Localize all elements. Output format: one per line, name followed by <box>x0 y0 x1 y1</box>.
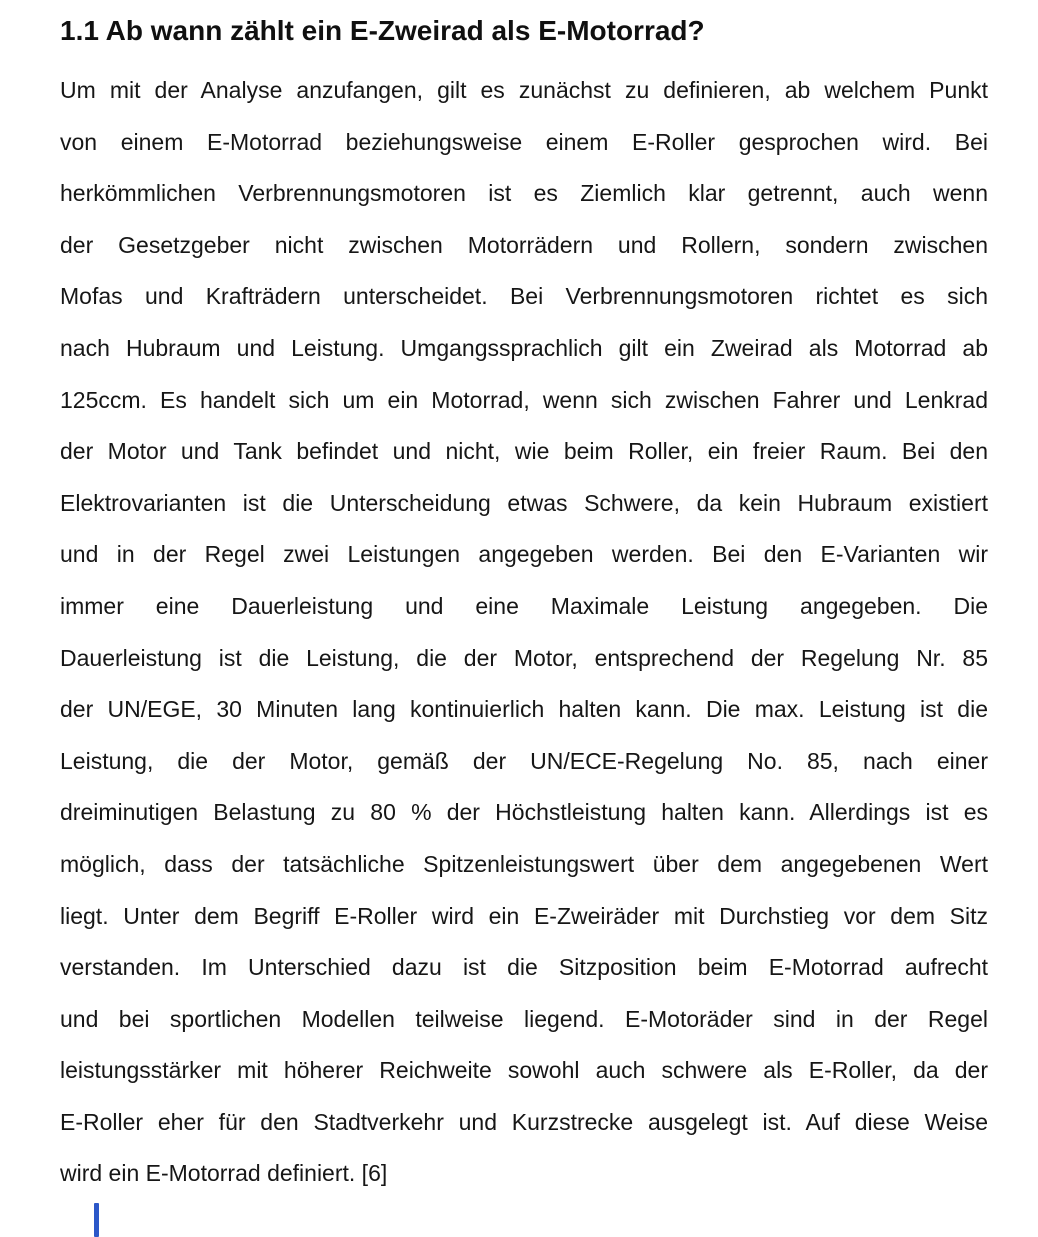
paragraph-line: Elektrovarianten ist die Unterscheidung etwas Schwere, da kein Hubraum existiert <box>60 489 988 516</box>
revision-bar-marker <box>94 1203 99 1237</box>
paragraph-line: herkömmlichen Verbrennungsmotoren ist es Ziemlich klar getrennt, auch wenn <box>60 180 988 207</box>
paragraph-line: Mofas und Krafträdern unterscheidet. Bei Verbrennungsmotoren richtet es sich <box>60 283 988 310</box>
paragraph-line: nach Hubraum und Leistung. Umgangssprachlich gilt ein Zweirad als Motorrad ab <box>60 334 988 361</box>
paragraph-line: der UN/EGE, 30 Minuten lang kontinuierlich halten kann. Die max. Leistung ist die <box>60 696 988 723</box>
paragraph-line: möglich, dass der tatsächliche Spitzenleistungswert über dem angegebenen Wert <box>60 850 988 877</box>
paragraph-line: Um mit der Analyse anzufangen, gilt es zunächst zu definieren, ab welchem Punkt <box>60 77 988 103</box>
paragraph-line: dreiminutigen Belastung zu 80 % der Höchstleistung halten kann. Allerdings ist es <box>60 799 988 826</box>
paragraph-line: Leistung, die der Motor, gemäß der UN/ECE-Regelung No. 85, nach einer <box>60 747 988 774</box>
paragraph-line: verstanden. Im Unterschied dazu ist die Sitzposition beim E-Motorrad aufrecht <box>60 954 988 981</box>
paragraph-line: der Motor und Tank befindet und nicht, wie beim Roller, ein freier Raum. Bei den <box>60 438 988 465</box>
paragraph-text <box>60 65 988 1200</box>
paragraph-line: wird ein E-Motorrad definiert. [6] <box>60 1160 388 1187</box>
paragraph-line: leistungsstärker mit höherer Reichweite sowohl auch schwere als E-Roller, da der <box>60 1057 988 1084</box>
section-heading: 1.1 Ab wann zählt ein E-Zweirad als E-Motorrad? <box>60 15 705 46</box>
paragraph-line: E-Roller eher für den Stadtverkehr und Kurzstrecke ausgelegt ist. Auf diese Weise <box>60 1108 988 1135</box>
paragraph-line: und bei sportlichen Modellen teilweise liegend. E-Motoräder sind in der Regel <box>60 1005 988 1032</box>
paragraph-line: immer eine Dauerleistung und eine Maximale Leistung angegeben. Die <box>60 592 988 619</box>
paragraph-line: 125ccm. Es handelt sich um ein Motorrad, wenn sich zwischen Fahrer und Lenkrad <box>60 386 988 413</box>
paragraph-line: der Gesetzgeber nicht zwischen Motorrädern und Rollern, sondern zwischen <box>60 231 988 258</box>
paragraph-line: liegt. Unter dem Begriff E-Roller wird ein E-Zweiräder mit Durchstieg vor dem Sitz <box>60 902 988 929</box>
paragraph-line: von einem E-Motorrad beziehungsweise einem E-Roller gesprochen wird. Bei <box>60 128 988 155</box>
paragraph-line: und in der Regel zwei Leistungen angegeben werden. Bei den E-Varianten wir <box>60 541 988 568</box>
paragraph-line: Dauerleistung ist die Leistung, die der Motor, entsprechend der Regelung Nr. 85 <box>60 644 988 671</box>
